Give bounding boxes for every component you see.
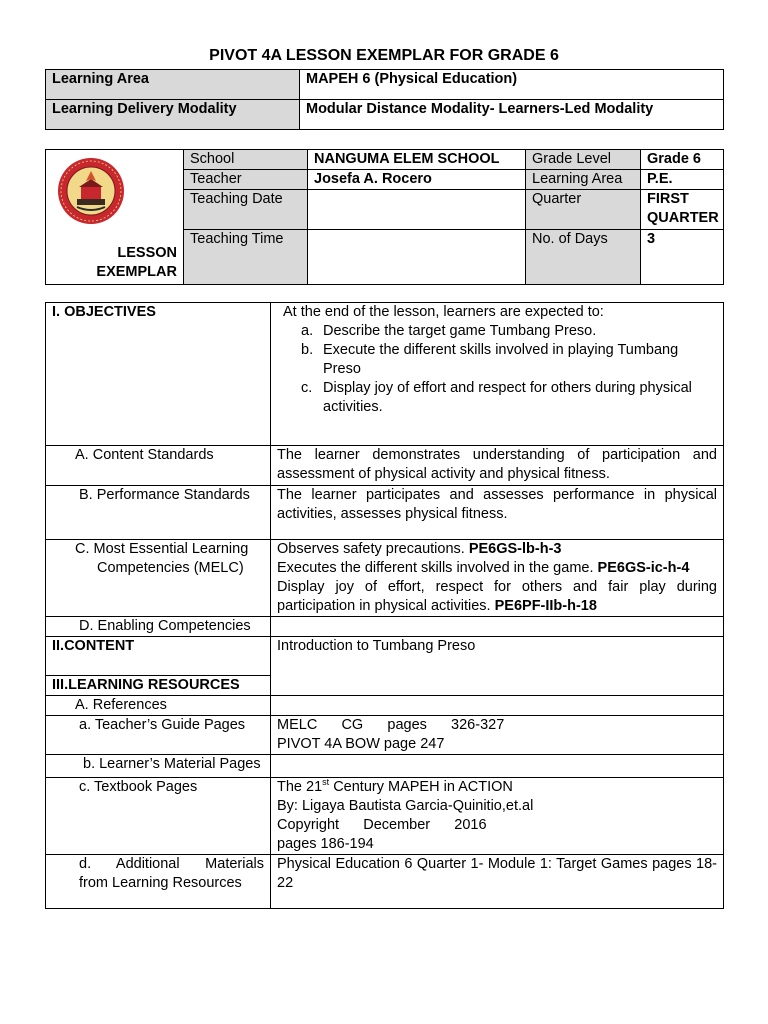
tb-line2: By: Ligaya Bautista Garcia-Quinitio,et.al — [277, 798, 534, 814]
modality-value: Modular Distance Modality- Learners-Led Modality — [300, 100, 724, 130]
additional-materials-text: Physical Education 6 Quarter 1- Module 1: Target Games pages 18-22 — [271, 855, 724, 909]
quarter-value-line1: FIRST — [647, 191, 689, 207]
days-value: 3 — [641, 230, 724, 285]
quarter-value-line2: QUARTER — [647, 210, 719, 226]
tb-line4: pages 186-194 — [277, 836, 374, 852]
objective-item: c. Display joy of effort and respect for others during physical activities. — [301, 380, 692, 415]
additional-materials-label: d. Additional Materials from Learning Resources — [46, 855, 271, 909]
page-title: PIVOT 4A LESSON EXEMPLAR FOR GRADE 6 — [209, 47, 559, 64]
content-label: II.CONTENT — [46, 637, 271, 676]
textbook-label: c. Textbook Pages — [46, 778, 271, 855]
content-text: Introduction to Tumbang Preso — [271, 637, 724, 696]
tg-line2: PIVOT 4A BOW page 247 — [277, 736, 445, 752]
school-value: NANGUMA ELEM SCHOOL — [308, 150, 526, 170]
tb-line1: The 21st Century MAPEH in ACTION — [277, 777, 513, 795]
teachers-guide-value — [271, 716, 724, 755]
teachers-guide-label: a. Teacher’s Guide Pages — [46, 716, 271, 755]
teacher-label: Teacher — [184, 170, 308, 190]
references-label: A. References — [46, 696, 271, 716]
exemplar-label: EXEMPLAR — [96, 264, 177, 280]
melc-code-2: PE6GS-ic-h-4 — [597, 560, 690, 576]
melc-code-1: PE6GS-lb-h-3 — [468, 541, 562, 557]
lesson-label: LESSON — [117, 245, 177, 261]
objective-item: b. Execute the different skills involved in playing Tumbang Preso — [301, 342, 679, 377]
teaching-date-label: Teaching Date — [184, 190, 308, 230]
teaching-time-label: Teaching Time — [184, 230, 308, 285]
learners-material-value — [271, 755, 724, 778]
enabling-label: D. Enabling Competencies — [46, 617, 271, 637]
objectives-list — [283, 322, 717, 417]
school-label: School — [184, 150, 308, 170]
quarter-label: Quarter — [526, 190, 641, 230]
grade-label: Grade Level — [526, 150, 641, 170]
days-label: No. of Days — [526, 230, 641, 285]
melc-line2: Executes the different skills involved in the game. — [277, 560, 594, 576]
learning-area-value: MAPEH 6 (Physical Education) — [300, 70, 724, 100]
lesson-table — [45, 302, 724, 909]
melc-label-line1: C. Most Essential Learning — [75, 541, 249, 557]
school-seal-logo — [57, 157, 125, 225]
area-value: P.E. — [641, 170, 724, 190]
area-label: Learning Area — [526, 170, 641, 190]
grade-value: Grade 6 — [641, 150, 724, 170]
learners-material-label: b. Learner’s Material Pages — [46, 755, 271, 778]
objective-item: a. Describe the target game Tumbang Preso. — [301, 323, 597, 339]
melc-text — [271, 540, 724, 617]
teacher-value: Josefa A. Rocero — [308, 170, 526, 190]
melc-code-3: PE6PF-IIb-h-18 — [494, 598, 597, 614]
melc-line1: Observes safety precautions. — [277, 541, 465, 557]
textbook-value — [271, 778, 724, 855]
performance-standards-text: The learner participates and assesses performance in physical activities, assesses physical fitness. — [271, 486, 724, 540]
objectives-label: I. OBJECTIVES — [46, 303, 271, 446]
tg-line1: MELC CG pages 326-327 — [277, 717, 505, 733]
content-standards-label: A. Content Standards — [46, 446, 271, 486]
melc-line3: Display joy of effort, respect for others and fair play during participation in physical activities. — [277, 579, 717, 614]
quarter-value — [641, 190, 724, 230]
melc-label — [46, 540, 271, 617]
objectives-intro: At the end of the lesson, learners are expected to: — [283, 304, 604, 320]
info-table — [45, 149, 724, 285]
modality-label: Learning Delivery Modality — [46, 100, 300, 130]
enabling-text — [271, 617, 724, 637]
melc-label-line2: Competencies (MELC) — [97, 560, 244, 576]
learning-area-label: Learning Area — [46, 70, 300, 100]
resources-label: III.LEARNING RESOURCES — [46, 676, 271, 696]
content-standards-text: The learner demonstrates understanding of participation and assessment of physical activity and physical fitness. — [271, 446, 724, 486]
header-table — [45, 69, 724, 130]
objectives-cell — [271, 303, 724, 446]
references-value — [271, 696, 724, 716]
teaching-date-value — [308, 190, 526, 230]
tb-line3: Copyright December 2016 — [277, 817, 487, 833]
performance-standards-label: B. Performance Standards — [46, 486, 271, 540]
teaching-time-value — [308, 230, 526, 285]
